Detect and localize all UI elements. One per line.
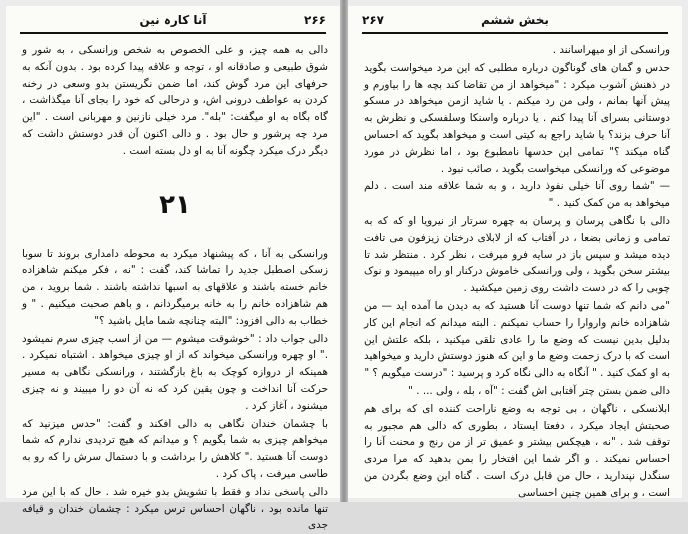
- paragraph: دالی به همه چیز، و علی الخصوص به شخص ورانسکی ، به شور و شوق طبیعی و صادقانه او ، توجه و علاقه پیدا کرده بود . بدون آنکه به حرفهای این مرد گوش کند، اما ضمن نگریستن بدو وسعی در رخنه کردن به عواطف درونی اش، و درحالی که خود را بجای آنا میگذاشت ، گاه بگاه به او میگفت: "بله". مرد خیلی نازنین و مهربانی است . "این مرد چه پرشور و حال بود . و دالی اکنون آن قدر دوستش داشت که دیگر درک میکرد چگونه آنا به او دل بسته است .: [22, 44, 328, 157]
- paragraph: دالی جواب داد : "خوشوقت میشوم — من از اسب چیزی سرم نمیشود ." او چهره ورانسکی میخواند که از او چیزی میخواهد . اشتباه نمیکرد . همینکه از دروازه کوچک به باغ بازگشتند ، ورانسکی نگاهی به مسیر حرکت آنا انداخت و چون یقین کرد که نه آن دو را میبیند و نه چیزی میشنود ، آغاز کرد .: [22, 332, 328, 412]
- book-gutter: [340, 0, 348, 502]
- paragraph: با چشمان خندان نگاهی به دالی افکند و گفت: "حدس میزنید که میخواهم چیزی به شما بگویم ؟ و میدانم که هیچ تردیدی ندارم که شما دوست آنا هستید ." کلاهش را برداشت و با دستمال سرش را که رو به طاسی میرفت ، پاک کرد .: [22, 417, 328, 480]
- right-running-title: بخش ششم: [481, 13, 549, 27]
- left-page: [6, 6, 340, 532]
- paragraph: ابلانسکی ، ناگهان ، بی توجه به وضع ناراحت کننده ای که برای هم صحبتش ایجاد میکرد ، دفعتا ایستاد ، بطوری که دالی هم مجبور به توقف شد . "نه ، هیچکس بیشتر و عمیق تر از من رنج و محنت آنا را احساس نمیکند . و اگر شما این افتخار را بمن بدهید که مرا مردی سنگدل نپندارید ، حال من قابل درک است . گناه این وضع بگردن من است ، و برای همین چنین احساسی: [364, 402, 670, 499]
- paragraph: — "شما روی آنا خیلی نفوذ دارید ، و به شما علاقه مند است . دلم میخواهد به من کمک کنید . ": [364, 180, 670, 210]
- paragraph: دالی با نگاهی پرسان و پرسان به چهره سرتار از نیرویا او که که به تمامی و زمانی بضعا ، در آفتاب که از لابلای درختان زیزفون می تافت دیده میشد و سپس باز در سایه فرو میرفت ، نظر کرد . منتظر شد تا بیشتر سخن بگوید ، ولی ورانسکی خاموش درکنار او راه میپیمود و نوک چوبی را که در دست داشت روی زمین میکشید .: [364, 214, 670, 295]
- right-page-body: [364, 42, 670, 499]
- paragraph: دالی پاسخی نداد و فقط با تشویش بدو خیره شد . حال که با این مرد تنها مانده بود ، ناگهان احساس ترس میکرد : چشمان خندان و قیافه جدی: [22, 485, 328, 532]
- left-page-body: [22, 42, 328, 532]
- paragraph: ورانسکی به آنا ، که پیشنهاد میکرد به محوطه دامداری بروند تا سوبا زسکی اصطبل جدید را تماشا کند، گفت : "نه ، فکر میکنم شاهزاده خانم خسته باشند و علاقهای به اسبها نداشته باشند . شما بروید ، من هم شاهزاده خانم را به خانه برمیگردانم ، و باهم صحبت میکنیم . " و خطاب به دالی افزود: "البته چنانچه شما مایل باشید ؟": [22, 247, 328, 327]
- left-page-number: ۲۶۶: [304, 13, 326, 27]
- chapter-number: ۲۱: [159, 189, 191, 220]
- paragraph: "می دانم که شما تنها دوست آنا هستید که به دیدن ما آمده اید — من شاهزاده خانم واروارا را حساب نمیکنم . البته میدانم که انجام این کار بدلیل بدین نیست که وضع ما را عادی تلقی میکنید ، بلکه علتش این است که با درک زحمت وضع ما و این که هنوز دوستش دارید و میخواهید به او کمک کنید . " آنگاه به دالی نگاه کرد و پرسید : "درست میگویم ؟ ": [364, 299, 670, 380]
- left-running-title: آنا کارہ نین: [139, 13, 207, 27]
- left-page-header: [20, 10, 326, 34]
- paragraph: ورانسکی از او میهراسانند .: [552, 44, 670, 56]
- right-page-header: [362, 10, 668, 34]
- right-page: [348, 6, 682, 498]
- paragraph: حدس و گمان های گوناگون درباره مطلبی که این مرد میخواست بگوید در ذهنش آشوب میکرد : "میخواهد از من تقاضا کند بچه ها را بیاورم و پیش آنها بمانم ، ولی من رد میکنم . یا شاید ازمن میخواهد در مسکو دوستانی بسرای آنا پیدا کنم . یا درباره واسنکا وسلفسکی و نظرش به آنا حرف بزند؟ یا شاید راجع به کیتی است و میخواهد بگوید که احساس گناه میکند ؟" تمامی این حدسها نامطبوع بود ، اما نظرش در مورد موضوعی که ورانسکی میخواست بگوید ، صائب نبود .: [364, 61, 670, 175]
- right-page-number: ۲۶۷: [362, 13, 384, 27]
- paragraph: دالی ضمن بستن چتر آفتابی اش گفت : "آه ، بله ، ولی ... . ": [408, 384, 670, 397]
